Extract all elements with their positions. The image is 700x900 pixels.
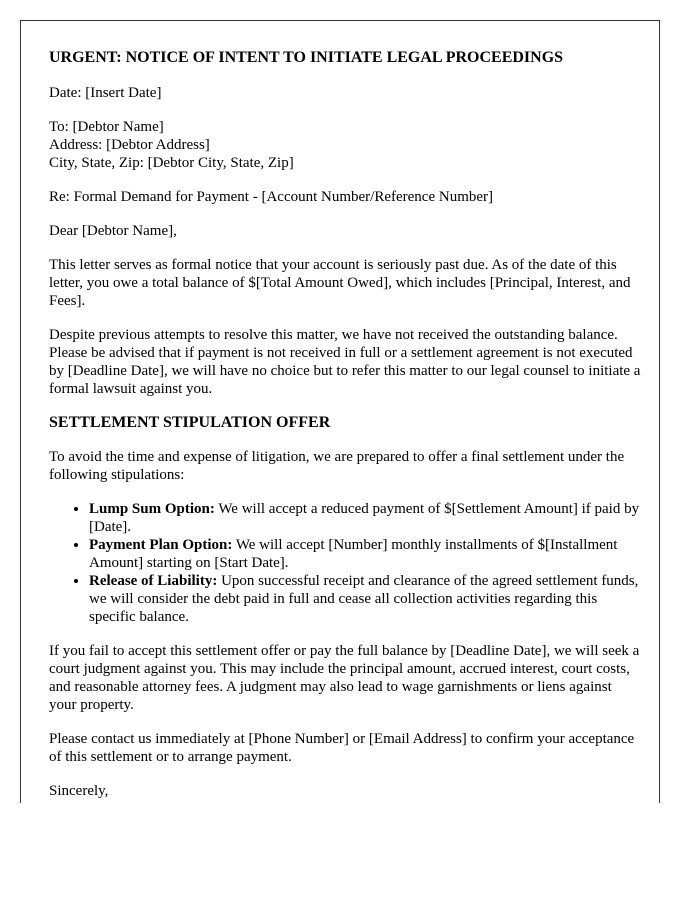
body-paragraph: If you fail to accept this settlement offer or pay the full balance by [Deadline Date], we will seek a court judgment against you. This may include the principal amount, accrued interest, court costs, and reasonable attorney fees. A judgment may also lead to wage garnishments or liens against your property. [49, 643, 640, 713]
body-paragraph: Despite previous attempts to resolve this matter, we have not received the outstanding balance. Please be advised that if payment is not received in full or a settlement agreement is not executed by [Deadline Date], we will have no choice but to refer this matter to our legal counsel to initiate a formal lawsuit against you. [49, 327, 641, 397]
letter-date: Date: [Insert Date] [49, 85, 162, 101]
option-text: Upon successful receipt and clearance of the agreed settlement funds, we will consider the debt paid in full and cease all collection activities regarding this specific balance. [89, 573, 639, 625]
letter-page [20, 20, 660, 803]
salutation: Dear [Debtor Name], [49, 223, 177, 239]
settlement-option [89, 572, 641, 626]
settlement-intro: To avoid the time and expense of litigation, we are prepared to offer a final settlement under the following stipulations: [49, 449, 625, 483]
option-text: We will accept a reduced payment of $[Settlement Amount] if paid by [Date]. [89, 501, 640, 535]
settlement-option [89, 536, 641, 572]
option-label: Release of Liability: [89, 573, 218, 589]
option-label: Payment Plan Option: [89, 537, 233, 553]
subject-line: Re: Formal Demand for Payment - [Account Number/Reference Number] [49, 189, 494, 205]
settlement-option [89, 500, 641, 536]
option-text: We will accept [Number] monthly installments of $[Installment Amount] starting on [Start Date]. [89, 537, 618, 571]
recipient-name: To: [Debtor Name] [49, 119, 164, 135]
body-paragraph: This letter serves as formal notice that your account is seriously past due. As of the date of this letter, you owe a total balance of $[Total Amount Owed], which includes [Principal, Interest, and Fees]. [49, 257, 631, 309]
settlement-heading: SETTLEMENT STIPULATION OFFER [49, 414, 331, 431]
signoff: Sincerely, [49, 783, 109, 799]
recipient-address [49, 118, 641, 172]
recipient-city: City, State, Zip: [Debtor City, State, Zip] [49, 155, 294, 171]
recipient-street: Address: [Debtor Address] [49, 137, 210, 153]
letter-title: URGENT: NOTICE OF INTENT TO INITIATE LEGAL PROCEEDINGS [49, 49, 564, 66]
settlement-options-list [49, 500, 641, 626]
option-label: Lump Sum Option: [89, 501, 215, 517]
body-paragraph: Please contact us immediately at [Phone Number] or [Email Address] to confirm your acceptance of this settlement or to arrange payment. [49, 731, 635, 765]
